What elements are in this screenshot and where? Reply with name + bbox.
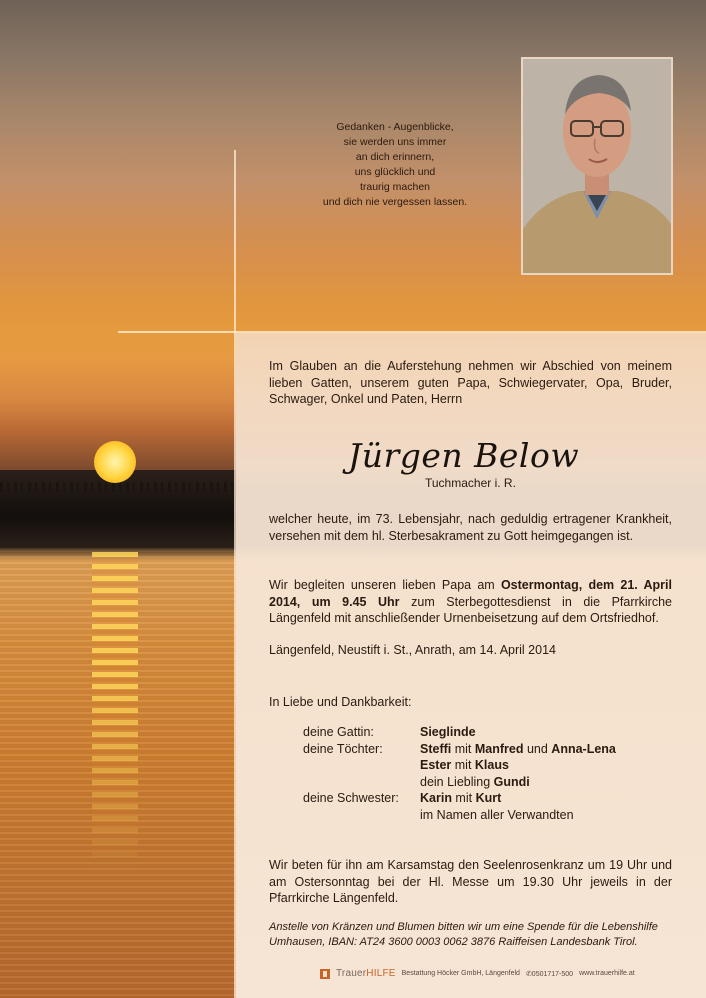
- family-name: Steffi: [420, 741, 452, 756]
- trauerhilfe-logo-icon: [320, 969, 330, 979]
- family-label: deine Töchter:: [303, 741, 383, 756]
- family-label: deine Schwester:: [303, 791, 399, 805]
- company-name: Bestattung Höcker GmbH, Längenfeld: [401, 970, 520, 977]
- family-name: Sieglinde: [420, 725, 476, 739]
- family-connector: und: [523, 741, 552, 756]
- portrait-illustration: [523, 59, 671, 273]
- phone-number: ✆0501717-500: [525, 970, 574, 978]
- family-row-sister: [303, 790, 673, 807]
- cross-vertical-line: [234, 150, 236, 998]
- passing-text: welcher heute, im 73. Lebensjahr, nach geduldig ertragener Krankheit, versehen mit dem hl. Sterbesakrament zu Gott heimgegangen ist.: [269, 512, 672, 543]
- quote-line: Gedanken - Augenblicke,: [336, 121, 454, 133]
- footer: [320, 968, 635, 979]
- family-row-wife: [303, 724, 673, 741]
- quote-line: traurig machen: [359, 181, 431, 193]
- treeline-tips: [0, 482, 236, 492]
- family-list: [303, 724, 673, 823]
- deceased-occupation: Tuchmacher i. R.: [425, 476, 516, 490]
- family-row-daughter2: [303, 757, 673, 774]
- brand-name: [336, 968, 396, 979]
- relatives-text: im Namen aller Verwandten: [420, 807, 574, 822]
- family-row-relatives: [303, 807, 673, 824]
- sun-reflection: [92, 552, 138, 872]
- cross-horizontal-line: [118, 331, 706, 333]
- setting-sun: [94, 441, 136, 483]
- family-connector: mit: [451, 741, 475, 756]
- website-link[interactable]: www.trauerhilfe.at: [579, 970, 635, 977]
- quote-line: an dich erinnern,: [355, 151, 435, 163]
- quote-line: und dich nie vergessen lassen.: [322, 196, 468, 208]
- intro-text: Im Glauben an die Auferstehung nehmen wir Abschied von meinem lieben Gatten, unserem guten Papa, Schwiegervater, Opa, Bruder, Schwager, Onkel und Paten, Herrn: [269, 359, 672, 406]
- family-connector: mit: [451, 758, 475, 772]
- service-text-part: [300, 595, 312, 609]
- love-line: In Liebe und Dankbarkeit:: [269, 695, 412, 709]
- memorial-quote: [300, 120, 490, 210]
- family-name: Anna-Lena: [551, 741, 616, 756]
- family-connector: mit: [451, 791, 476, 805]
- brand-part: HILFE: [366, 968, 396, 979]
- portrait-photo: [521, 57, 673, 275]
- family-name: Ester: [420, 758, 452, 772]
- family-row-favorite: [303, 774, 673, 791]
- family-name: Klaus: [474, 758, 509, 772]
- quote-line: uns glücklich und: [354, 166, 436, 178]
- prayer-text: Wir beten für ihn am Karsamstag den Seelenrosenkranz um 19 Uhr und am Ostersonntag bei der Hl. Messe um 19.30 Uhr jeweils in der Pfarrkirche Längenfeld.: [269, 858, 672, 905]
- service-date: Ostermontag, dem 21. April 2014,: [269, 578, 672, 609]
- place-date: Längenfeld, Neustift i. St., Anrath, am 14. April 2014: [269, 643, 556, 657]
- donation-note: Anstelle von Kränzen und Blumen bitten wir um eine Spende für die Lebenshilfe Umhausen, IBAN: AT24 3600 0003 0062 3876 Raiffeisen Landesbank Tirol.: [269, 921, 658, 948]
- family-name: Kurt: [475, 791, 502, 805]
- family-connector: dein Liebling: [420, 774, 494, 789]
- family-row-daughters: [303, 741, 673, 758]
- family-name: Manfred: [474, 741, 524, 756]
- brand-part: Trauer: [336, 968, 367, 979]
- service-text-part: Wir begleiten unseren lieben Papa am: [269, 578, 501, 592]
- service-time: um 9.45 Uhr: [311, 594, 400, 609]
- family-label: deine Gattin:: [303, 725, 374, 739]
- family-name: Gundi: [493, 774, 530, 789]
- quote-line: sie werden uns immer: [343, 136, 447, 148]
- deceased-name: Jürgen Below: [348, 436, 580, 475]
- funeral-service-text: [269, 577, 672, 627]
- family-name: Karin: [420, 791, 452, 805]
- service-text-part: zum Sterbegottesdienst in die Pfarrkirche Längenfeld mit anschließender Urnenbeisetzung auf dem Ortsfriedhof.: [269, 594, 672, 625]
